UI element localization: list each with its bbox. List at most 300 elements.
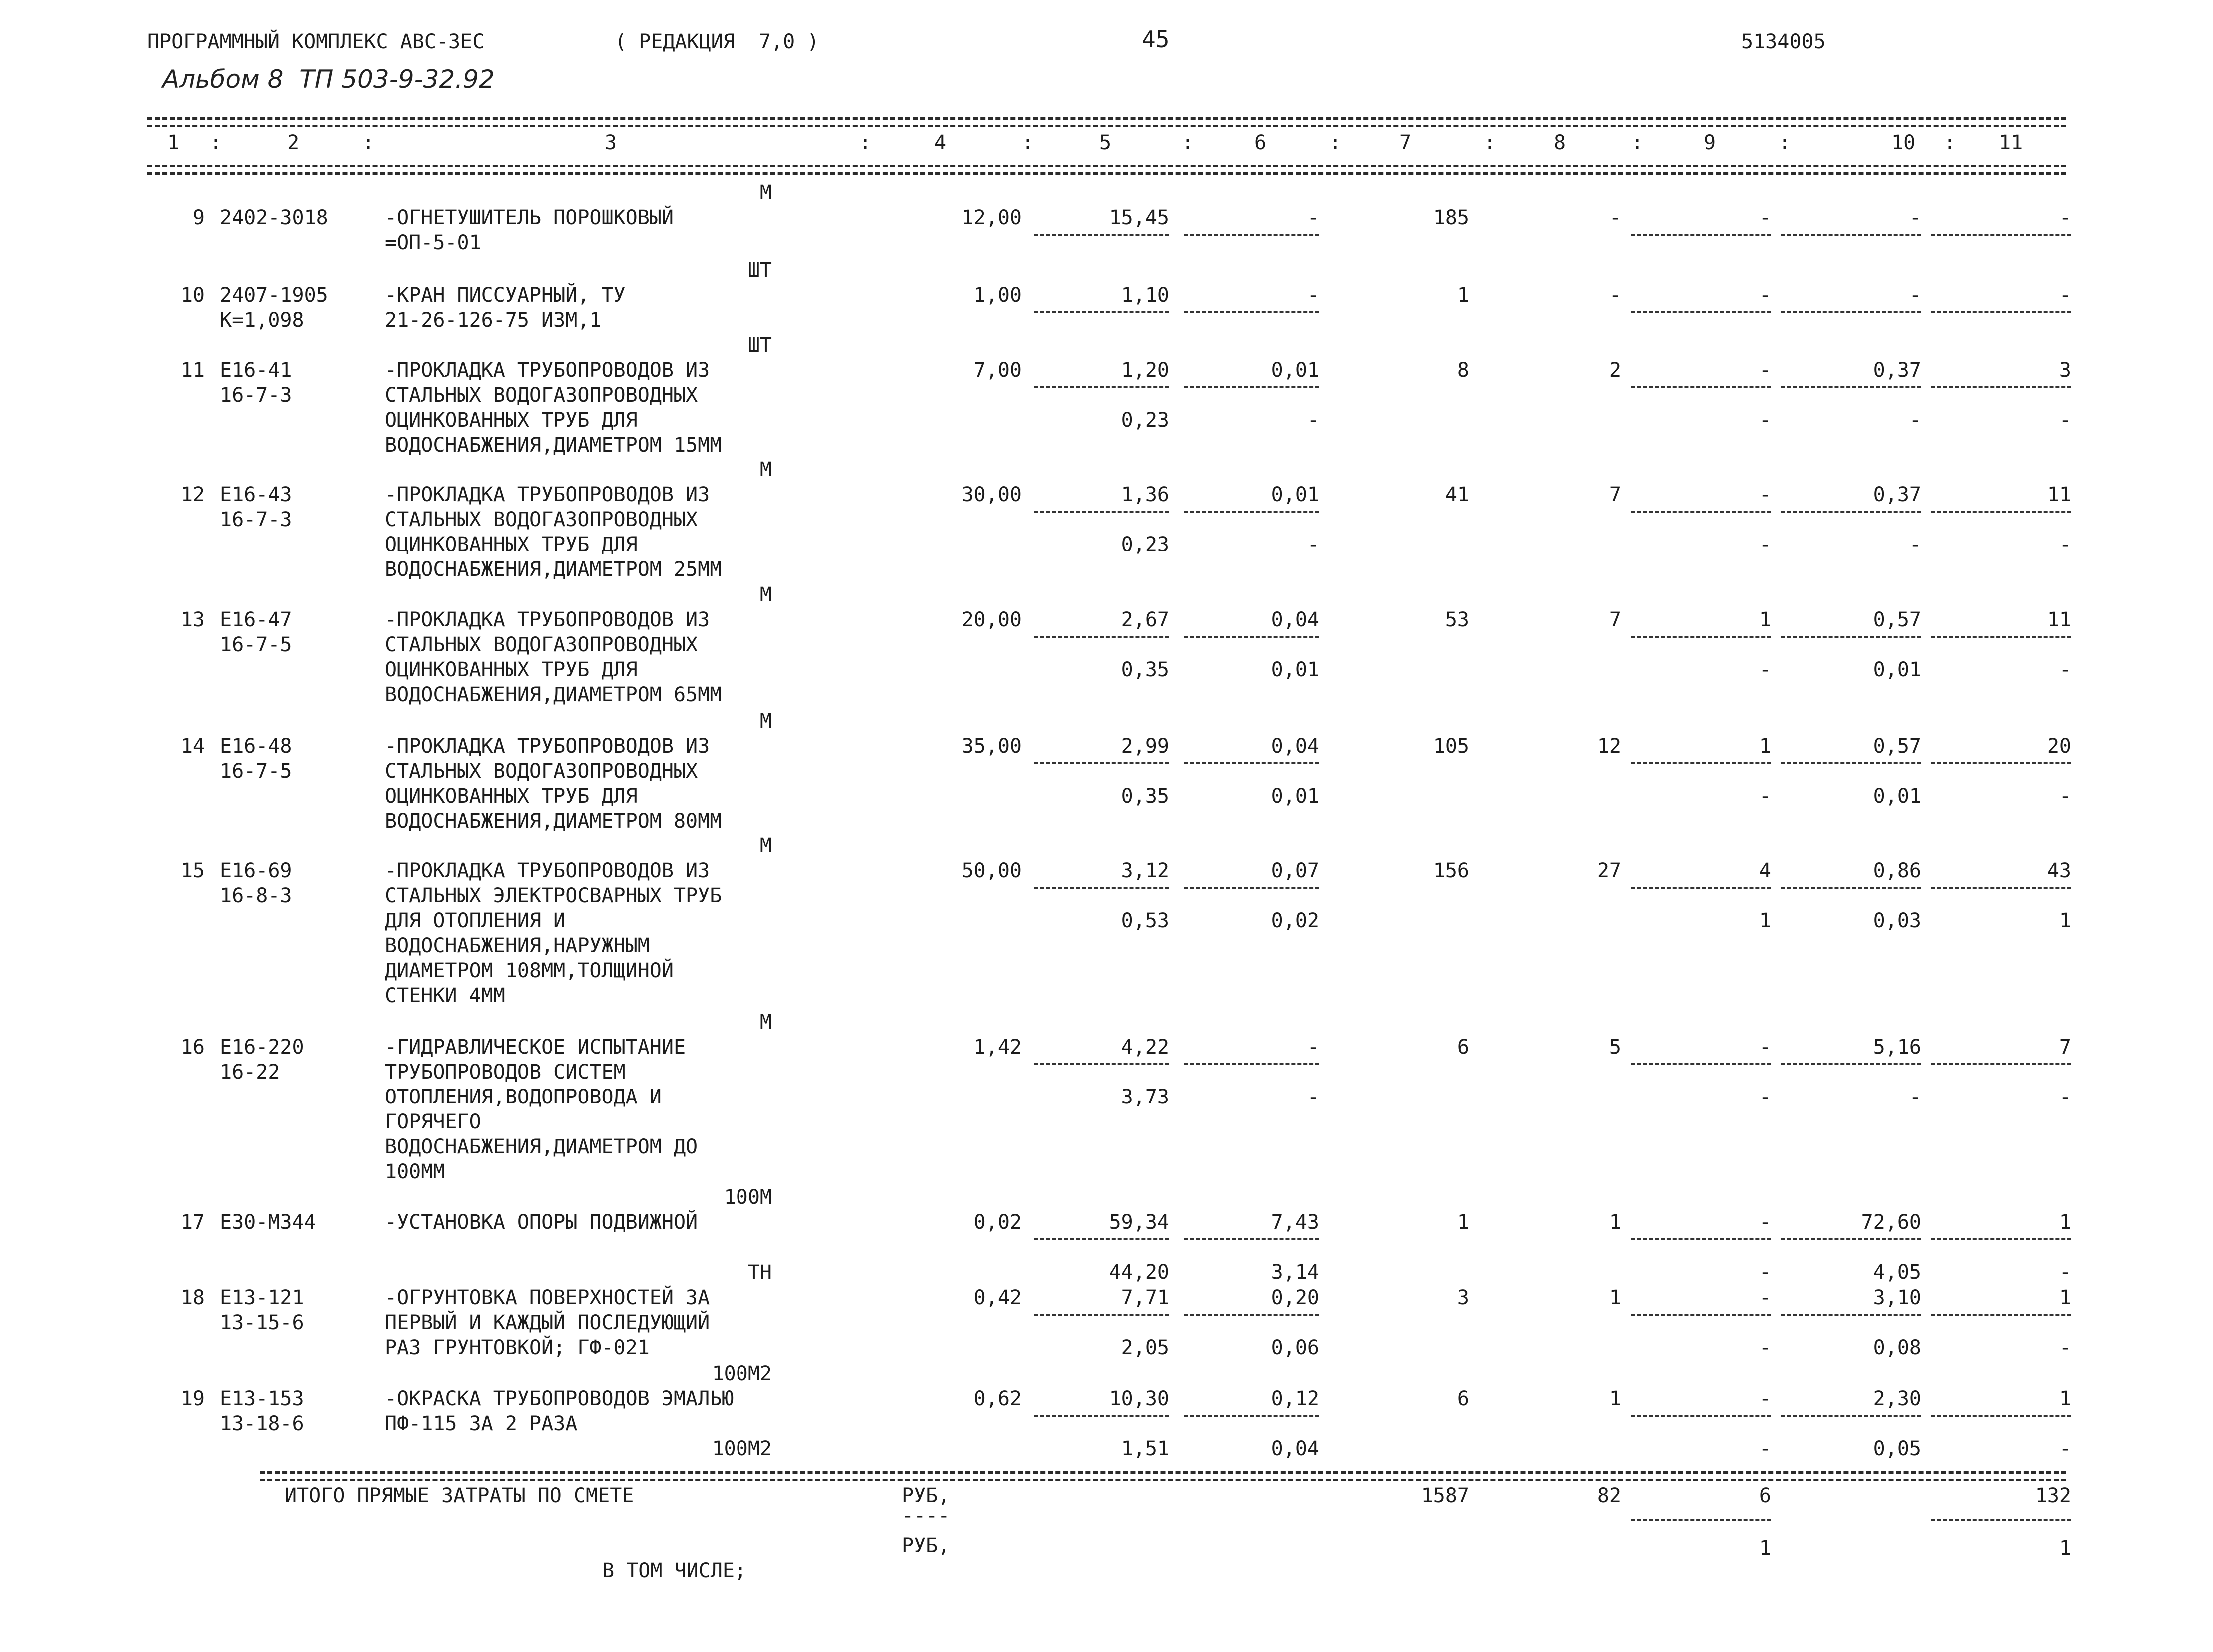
row-number: 14 [180,735,205,758]
value-c8: - [1609,206,1621,229]
fraction-divider [1781,1415,1921,1417]
value-c5-sub: 44,20 [1109,1261,1169,1284]
fraction-divider [1631,1238,1771,1240]
fraction-divider [1184,762,1319,764]
value-c10: 3,10 [1873,1286,1921,1309]
work-description: ВОДОСНАБЖЕНИЯ,ДИАМЕТРОМ ДО [385,1135,698,1158]
rate-code: Е13-153 [220,1387,304,1410]
column-separator: : [1329,131,1342,154]
work-description: СТАЛЬНЫХ ВОДОГАЗОПРОВОДНЫХ [385,760,698,783]
work-description: ТРУБОПРОВОДОВ СИСТЕМ [385,1061,626,1084]
rate-code-secondary: 16-8-3 [220,884,292,907]
value-c6-sub: 0,01 [1271,785,1319,808]
work-description: ВОДОСНАБЖЕНИЯ,ДИАМЕТРОМ 65ММ [385,683,722,706]
value-c10: 5,16 [1873,1036,1921,1059]
value-c11: - [2059,284,2071,307]
fraction-divider [1034,887,1169,889]
fraction-divider [1034,1314,1169,1316]
fraction-divider [1631,311,1771,313]
work-description: -ПРОКЛАДКА ТРУБОПРОВОДОВ ИЗ [385,608,710,631]
fraction-divider [1631,1519,1771,1521]
program-title: ПРОГРАММНЫЙ КОМПЛЕКС АВС-ЗЕС [147,30,485,53]
fraction-divider [1931,1415,2071,1417]
fraction-divider [1781,762,1921,764]
value-c10-sub: 0,03 [1873,909,1921,932]
column-separator: : [1182,131,1194,154]
quantity: 7,00 [973,359,1022,382]
column-separator: : [859,131,872,154]
fraction-divider [1184,1238,1319,1240]
value-c5: 7,71 [1121,1286,1169,1309]
fraction-divider [1931,511,2071,513]
fraction-divider [1931,386,2071,388]
rate-code: Е16-69 [220,859,292,882]
fraction-divider [1931,762,2071,764]
value-c7: 8 [1457,359,1469,382]
value-c7: 105 [1433,735,1469,758]
value-c7: 53 [1445,608,1469,631]
rate-code-secondary: 16-7-5 [220,633,292,656]
total-c8: 82 [1597,1484,1621,1507]
value-c6-sub: 0,06 [1271,1336,1319,1359]
quantity: 0,42 [973,1286,1022,1309]
fraction-divider [1781,636,1921,638]
unit-label: ШТ [747,334,772,357]
value-c5: 1,10 [1121,284,1169,307]
fraction-divider [1631,234,1771,236]
value-c5-sub: 1,51 [1121,1437,1169,1460]
value-c6: 0,04 [1271,608,1319,631]
header-rule-bottom-2 [147,172,2066,175]
value-c9: - [1759,206,1771,229]
value-c10: 2,30 [1873,1387,1921,1410]
value-c9-sub: - [1759,409,1771,432]
fraction-divider [1931,234,2071,236]
value-c5: 3,12 [1121,859,1169,882]
fraction-divider [1034,1415,1169,1417]
unit-label: М [759,181,772,204]
unit-label: М [759,583,772,606]
work-description: СТАЛЬНЫХ ВОДОГАЗОПРОВОДНЫХ [385,508,698,531]
column-header-11: 11 [1999,131,2023,154]
currency-label: РУБ, [902,1484,950,1507]
work-description: ВОДОСНАБЖЕНИЯ,НАРУЖНЫМ [385,934,650,957]
value-c9-sub: - [1759,1336,1771,1359]
rate-code: 2407-1905 [220,284,328,307]
work-description: -ОГНЕТУШИТЕЛЬ ПОРОШКОВЫЙ [385,206,674,229]
work-description: СТАЛЬНЫХ ЭЛЕКТРОСВАРНЫХ ТРУБ [385,884,722,907]
work-description: -ПРОКЛАДКА ТРУБОПРОВОДОВ ИЗ [385,483,710,506]
value-c5: 1,20 [1121,359,1169,382]
row-number: 18 [180,1286,205,1309]
unit-label: 100М2 [712,1362,772,1385]
header-rule-top [147,117,2066,120]
value-c11: 43 [2047,859,2071,882]
unit-label: ШТ [747,259,772,282]
value-c10: - [1909,206,1921,229]
work-description: =ОП-5-01 [385,231,481,254]
value-c9-sub: - [1759,1437,1771,1460]
fraction-divider [1631,511,1771,513]
fraction-divider [1931,887,2071,889]
value-c6-sub: 0,04 [1271,1437,1319,1460]
work-description: ПЕРВЫЙ И КАЖДЫЙ ПОСЛЕДУЮЩИЙ [385,1311,710,1334]
fraction-divider [1631,386,1771,388]
value-c10: 72,60 [1861,1211,1921,1234]
work-description: 100ММ [385,1160,445,1183]
value-c6: 0,12 [1271,1387,1319,1410]
value-c8: 1 [1609,1286,1621,1309]
value-c11-sub: - [2059,1336,2071,1359]
value-c8: 27 [1597,859,1621,882]
work-description: -ГИДРАВЛИЧЕСКОЕ ИСПЫТАНИЕ [385,1036,686,1059]
column-header-4: 4 [934,131,947,154]
work-description: ПФ-115 ЗА 2 РАЗА [385,1412,578,1435]
value-c11: - [2059,206,2071,229]
currency-divider: ---- [902,1504,950,1527]
value-c6-sub: 0,01 [1271,658,1319,681]
quantity: 20,00 [961,608,1022,631]
quantity: 0,02 [973,1211,1022,1234]
total-c11-sub: 1 [2059,1537,2071,1560]
value-c11-sub: - [2059,1261,2071,1284]
column-separator: : [1631,131,1644,154]
rate-code: Е16-43 [220,483,292,506]
row-number: 12 [180,483,205,506]
value-c8: 12 [1597,735,1621,758]
fraction-divider [1034,1063,1169,1065]
value-c5: 2,99 [1121,735,1169,758]
fraction-divider [1034,386,1169,388]
quantity: 50,00 [961,859,1022,882]
value-c11-sub: - [2059,785,2071,808]
total-c9: 6 [1759,1484,1771,1507]
fraction-divider [1781,1314,1921,1316]
fraction-divider [1931,1314,2071,1316]
column-header-7: 7 [1399,131,1412,154]
value-c5-sub: 0,35 [1121,658,1169,681]
value-c7: 3 [1457,1286,1469,1309]
row-number: 10 [180,284,205,307]
fraction-divider [1781,887,1921,889]
column-header-2: 2 [287,131,300,154]
fraction-divider [1184,1415,1319,1417]
work-description: ВОДОСНАБЖЕНИЯ,ДИАМЕТРОМ 25ММ [385,558,722,581]
value-c5-sub: 0,53 [1121,909,1169,932]
row-number: 17 [180,1211,205,1234]
value-c11: 11 [2047,608,2071,631]
rate-code-secondary: 16-7-3 [220,384,292,407]
value-c11: 1 [2059,1387,2071,1410]
fraction-divider [1184,234,1319,236]
fraction-divider [1631,762,1771,764]
rate-code: Е13-121 [220,1286,304,1309]
value-c9-sub: - [1759,1086,1771,1108]
quantity: 1,42 [973,1036,1022,1059]
work-description: ГОРЯЧЕГО [385,1110,481,1133]
value-c8: 5 [1609,1036,1621,1059]
value-c6: 0,07 [1271,859,1319,882]
unit-label: М [759,710,772,733]
value-c6-sub: 3,14 [1271,1261,1319,1284]
value-c5-sub: 2,05 [1121,1336,1169,1359]
value-c10-sub: 4,05 [1873,1261,1921,1284]
unit-label: ТН [747,1261,772,1284]
quantity: 0,62 [973,1387,1022,1410]
work-description: ВОДОСНАБЖЕНИЯ,ДИАМЕТРОМ 15ММ [385,434,722,457]
column-separator: : [210,131,222,154]
value-c10-sub: 0,01 [1873,785,1921,808]
value-c10: 0,57 [1873,608,1921,631]
row-number: 13 [180,608,205,631]
value-c6-sub: - [1307,1086,1319,1108]
work-description: ОЦИНКОВАННЫХ ТРУБ ДЛЯ [385,785,638,808]
rate-code-secondary: 16-7-5 [220,760,292,783]
value-c11: 11 [2047,483,2071,506]
totals-label: ИТОГО ПРЯМЫЕ ЗАТРАТЫ ПО СМЕТЕ [285,1484,634,1507]
value-c10-sub: - [1909,1086,1921,1108]
value-c9: - [1759,1036,1771,1059]
fraction-divider [1631,1314,1771,1316]
value-c7: 41 [1445,483,1469,506]
work-description: -ПРОКЛАДКА ТРУБОПРОВОДОВ ИЗ [385,735,710,758]
value-c9: 1 [1759,735,1771,758]
quantity: 12,00 [961,206,1022,229]
value-c6-sub: - [1307,409,1319,432]
value-c6: 0,20 [1271,1286,1319,1309]
value-c7: 185 [1433,206,1469,229]
work-description: -ПРОКЛАДКА ТРУБОПРОВОДОВ ИЗ [385,359,710,382]
fraction-divider [1034,762,1169,764]
header-rule-top-2 [147,125,2066,127]
value-c6-sub: 0,02 [1271,909,1319,932]
header-rule-bottom [147,165,2066,167]
value-c6: 0,01 [1271,359,1319,382]
fraction-divider [1034,1238,1169,1240]
fraction-divider [1931,1063,2071,1065]
quantity: 35,00 [961,735,1022,758]
value-c10-sub: - [1909,409,1921,432]
value-c10-sub: 0,01 [1873,658,1921,681]
value-c11-sub: - [2059,658,2071,681]
row-number: 16 [180,1036,205,1059]
value-c11: 7 [2059,1036,2071,1059]
value-c5-sub: 3,73 [1121,1086,1169,1108]
column-header-5: 5 [1099,131,1112,154]
column-header-10: 10 [1891,131,1916,154]
value-c11-sub: - [2059,533,2071,556]
value-c11-sub: - [2059,409,2071,432]
rate-code: Е16-41 [220,359,292,382]
fraction-divider [1034,511,1169,513]
work-description: ДИАМЕТРОМ 108ММ,ТОЛЩИНОЙ [385,959,674,982]
column-separator: : [362,131,375,154]
work-description: ОЦИНКОВАННЫХ ТРУБ ДЛЯ [385,658,638,681]
row-number: 11 [180,359,205,382]
value-c6: 7,43 [1271,1211,1319,1234]
value-c11-sub: - [2059,1086,2071,1108]
total-c9-sub: 1 [1759,1537,1771,1560]
fraction-divider [1781,311,1921,313]
work-description: ОЦИНКОВАННЫХ ТРУБ ДЛЯ [385,409,638,432]
column-header-3: 3 [605,131,617,154]
value-c7: 6 [1457,1036,1469,1059]
value-c5: 15,45 [1109,206,1169,229]
value-c7: 1 [1457,284,1469,307]
value-c5-sub: 0,23 [1121,533,1169,556]
rate-code-secondary: 16-7-3 [220,508,292,531]
value-c9: - [1759,1387,1771,1410]
value-c6: - [1307,284,1319,307]
document-code: 5134005 [1741,30,1826,53]
value-c9-sub: 1 [1759,909,1771,932]
work-description: СТЕНКИ 4ММ [385,984,505,1007]
work-description: -КРАН ПИССУАРНЫЙ, ТУ [385,284,626,307]
page-number: 45 [1142,26,1170,53]
value-c9: - [1759,1286,1771,1309]
value-c9: - [1759,359,1771,382]
unit-label: М [759,1011,772,1034]
value-c5: 2,67 [1121,608,1169,631]
rate-code: Е16-220 [220,1036,304,1059]
value-c6: - [1307,1036,1319,1059]
value-c5: 10,30 [1109,1387,1169,1410]
fraction-divider [1184,386,1319,388]
fraction-divider [1781,1238,1921,1240]
work-description: -ОКРАСКА ТРУБОПРОВОДОВ ЭМАЛЬЮ [385,1387,734,1410]
value-c6: 0,04 [1271,735,1319,758]
value-c11: 1 [2059,1211,2071,1234]
fraction-divider [1781,386,1921,388]
value-c10: 0,37 [1873,483,1921,506]
row-number: 19 [180,1387,205,1410]
rate-code-secondary: 13-15-6 [220,1311,304,1334]
quantity: 30,00 [961,483,1022,506]
value-c9-sub: - [1759,1261,1771,1284]
fraction-divider [1631,887,1771,889]
value-c5: 4,22 [1121,1036,1169,1059]
work-description: ДЛЯ ОТОПЛЕНИЯ И [385,909,566,932]
work-description: ОТОПЛЕНИЯ,ВОДОПРОВОДА И [385,1086,662,1108]
value-c8: 7 [1609,608,1621,631]
fraction-divider [1631,1063,1771,1065]
value-c5: 59,34 [1109,1211,1169,1234]
edition-label: ( РЕДАКЦИЯ 7,0 ) [615,30,819,53]
value-c10-sub: 0,08 [1873,1336,1921,1359]
work-description: -УСТАНОВКА ОПОРЫ ПОДВИЖНОЙ [385,1211,698,1234]
rate-code-secondary: К=1,098 [220,309,304,332]
work-description: -ПРОКЛАДКА ТРУБОПРОВОДОВ ИЗ [385,859,710,882]
value-c9: 1 [1759,608,1771,631]
value-c10: 0,86 [1873,859,1921,882]
value-c9: - [1759,483,1771,506]
totals-rule-2 [260,1479,2066,1481]
value-c11: 3 [2059,359,2071,382]
rate-code-secondary: 16-22 [220,1061,280,1084]
value-c8: 2 [1609,359,1621,382]
row-number: 9 [192,206,205,229]
fraction-divider [1931,1519,2071,1521]
value-c10-sub: 0,05 [1873,1437,1921,1460]
fraction-divider [1184,636,1319,638]
value-c7: 6 [1457,1387,1469,1410]
column-header-9: 9 [1704,131,1716,154]
value-c10: - [1909,284,1921,307]
value-c5-sub: 0,23 [1121,409,1169,432]
work-description: ВОДОСНАБЖЕНИЯ,ДИАМЕТРОМ 80ММ [385,810,722,833]
work-description: РАЗ ГРУНТОВКОЙ; ГФ-021 [385,1336,650,1359]
fraction-divider [1184,887,1319,889]
fraction-divider [1931,636,2071,638]
value-c8: 7 [1609,483,1621,506]
value-c11: 1 [2059,1286,2071,1309]
fraction-divider [1781,511,1921,513]
total-c11: 132 [2035,1484,2071,1507]
value-c6: 0,01 [1271,483,1319,506]
value-c9: - [1759,1211,1771,1234]
rate-code: 2402-3018 [220,206,328,229]
column-header-6: 6 [1254,131,1267,154]
fraction-divider [1931,1238,2071,1240]
value-c11-sub: 1 [2059,909,2071,932]
fraction-divider [1184,311,1319,313]
value-c5: 1,36 [1121,483,1169,506]
value-c9-sub: - [1759,785,1771,808]
value-c6-sub: - [1307,533,1319,556]
fraction-divider [1034,311,1169,313]
fraction-divider [1631,1415,1771,1417]
value-c5-sub: 0,35 [1121,785,1169,808]
work-description: СТАЛЬНЫХ ВОДОГАЗОПРОВОДНЫХ [385,633,698,656]
value-c9: 4 [1759,859,1771,882]
row-number: 15 [180,859,205,882]
total-c7: 1587 [1421,1484,1469,1507]
unit-label: 100М [724,1186,772,1209]
value-c10: 0,57 [1873,735,1921,758]
value-c6: - [1307,206,1319,229]
value-c9: - [1759,284,1771,307]
work-description: СТАЛЬНЫХ ВОДОГАЗОПРОВОДНЫХ [385,384,698,407]
quantity: 1,00 [973,284,1022,307]
work-description: 21-26-126-75 ИЗМ,1 [385,309,602,332]
work-description: ОЦИНКОВАННЫХ ТРУБ ДЛЯ [385,533,638,556]
value-c8: 1 [1609,1211,1621,1234]
value-c7: 156 [1433,859,1469,882]
value-c7: 1 [1457,1211,1469,1234]
fraction-divider [1781,1063,1921,1065]
value-c9-sub: - [1759,658,1771,681]
column-separator: : [1484,131,1496,154]
rate-code: Е30-М344 [220,1211,316,1234]
fraction-divider [1034,234,1169,236]
fraction-divider [1184,1314,1319,1316]
column-header-8: 8 [1554,131,1566,154]
fraction-divider [1184,1063,1319,1065]
album-handwritten-note: Альбом 8 ТП 503-9-32.92 [162,65,495,94]
value-c8: 1 [1609,1387,1621,1410]
value-c11: 20 [2047,735,2071,758]
column-separator: : [1779,131,1791,154]
fraction-divider [1931,311,2071,313]
fraction-divider [1184,511,1319,513]
unit-label: 100М2 [712,1437,772,1460]
including-label: В ТОМ ЧИСЛЕ; [602,1559,746,1582]
column-separator: : [1944,131,1956,154]
fraction-divider [1631,636,1771,638]
column-separator: : [1022,131,1034,154]
value-c11-sub: - [2059,1437,2071,1460]
fraction-divider [1034,636,1169,638]
